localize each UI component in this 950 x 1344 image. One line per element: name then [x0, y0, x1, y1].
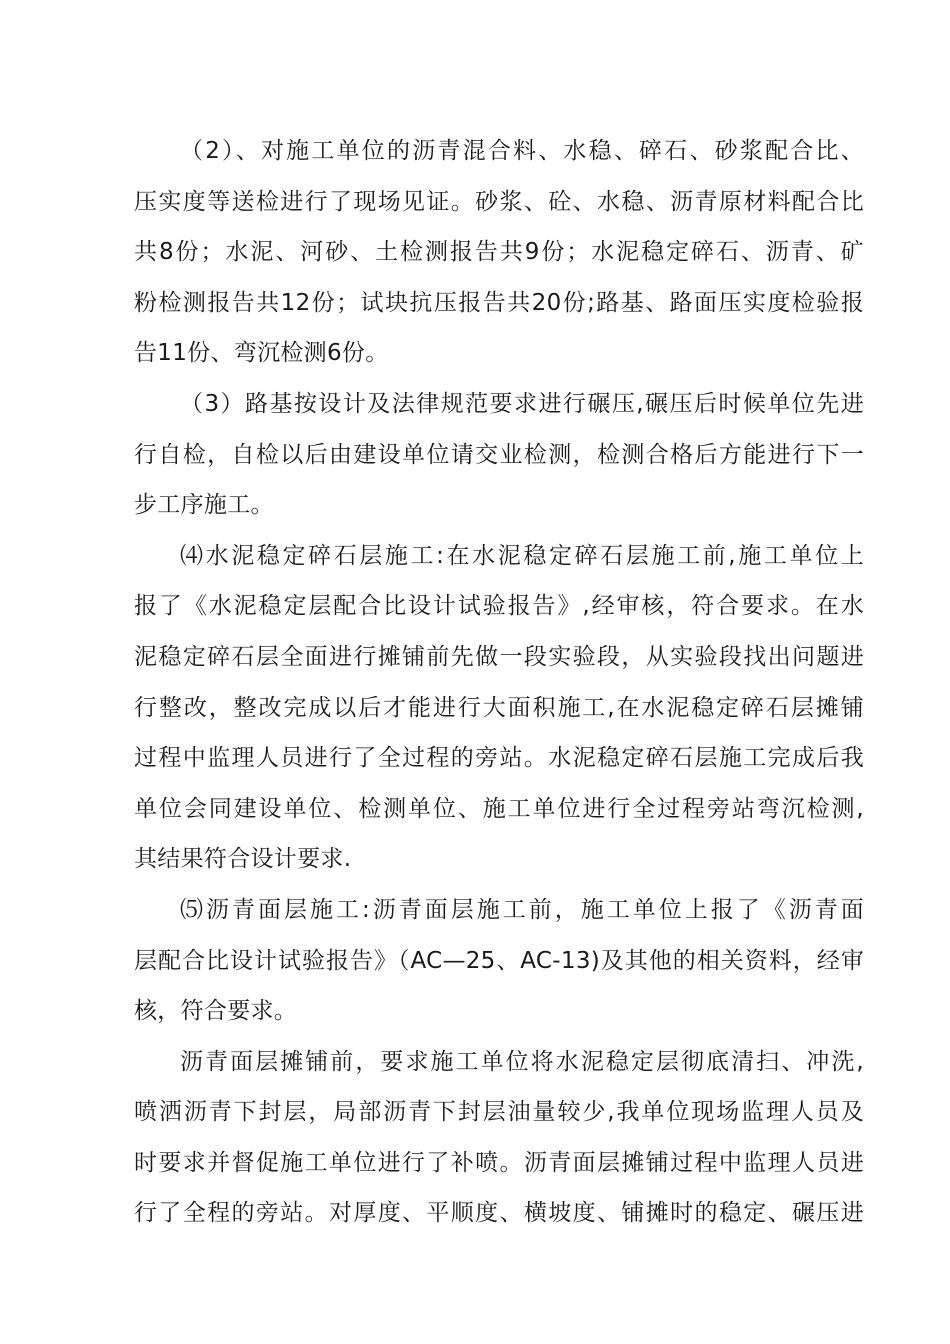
- text-line: 压实度等送检进行了现场见证。砂浆、砼、水稳、沥青原材料配合比: [134, 188, 864, 215]
- text-line: 粉检测报告共12份；试块抗压报告共20份;路基、路面压实度检验报: [134, 289, 864, 316]
- text-line: 过程中监理人员进行了全过程的旁站。水泥稳定碎石层施工完成后我: [134, 745, 864, 772]
- text-line: 行自检，自检以后由建设单位请交业检测，检测合格后方能进行下一: [134, 441, 864, 468]
- text-line: 行了全程的旁站。对厚度、平顺度、横坡度、铺摊时的稳定、碾压进: [134, 1200, 864, 1227]
- text-line: ⑷水泥稳定碎石层施工:在水泥稳定碎石层施工前,施工单位上: [180, 542, 864, 569]
- text-line: （3）路基按设计及法律规范要求进行碾压,碾压后时候单位先进: [180, 390, 864, 417]
- text-line: 沥青面层摊铺前，要求施工单位将水泥稳定层彻底清扫、冲洗,: [180, 1048, 864, 1075]
- text-line: 报了《水泥稳定层配合比设计试验报告》,经审核，符合要求。在水: [134, 593, 864, 620]
- text-line: 行整改，整改完成以后才能进行大面积施工,在水泥稳定碎石层摊铺: [134, 694, 864, 721]
- text-line: 单位会同建设单位、检测单位、施工单位进行全过程旁站弯沉检测,: [134, 795, 864, 822]
- text-line: 告11份、弯沉检测6份。: [134, 340, 389, 367]
- text-line: 其结果符合设计要求.: [134, 846, 352, 873]
- text-line: 层配合比设计试验报告》（AC—25、AC-13)及其他的相关资料，经审: [134, 947, 864, 974]
- text-line: 共8份；水泥、河砂、土检测报告共9份；水泥稳定碎石、沥青、矿: [134, 239, 864, 266]
- paragraph-2-sample-witness: [88, 126, 864, 379]
- text-line: 时要求并督促施工单位进行了补喷。沥青面层摊铺过程中监理人员进: [134, 1149, 864, 1176]
- text-line: （2）、对施工单位的沥青混合料、水稳、碎石、砂浆配合比、: [180, 138, 864, 164]
- paragraph-asphalt-paving: [88, 1037, 864, 1239]
- paragraph-3-subgrade-compaction: [88, 379, 864, 531]
- paragraph-4-cement-stabilized-layer: [88, 531, 864, 885]
- text-line: 步工序施工。: [134, 492, 274, 519]
- text-line: 核，符合要求。: [134, 998, 298, 1025]
- text-line: 喷洒沥青下封层，局部沥青下封层油量较少,我单位现场监理人员及: [134, 1099, 864, 1126]
- paragraph-5-asphalt-surface: [88, 885, 864, 1037]
- text-line: ⑸沥青面层施工:沥青面层施工前，施工单位上报了《沥青面: [180, 896, 864, 923]
- text-line: 泥稳定碎石层全面进行摊铺前先做一段实验段，从实验段找出问题进: [134, 643, 864, 670]
- document-body: [88, 126, 864, 1239]
